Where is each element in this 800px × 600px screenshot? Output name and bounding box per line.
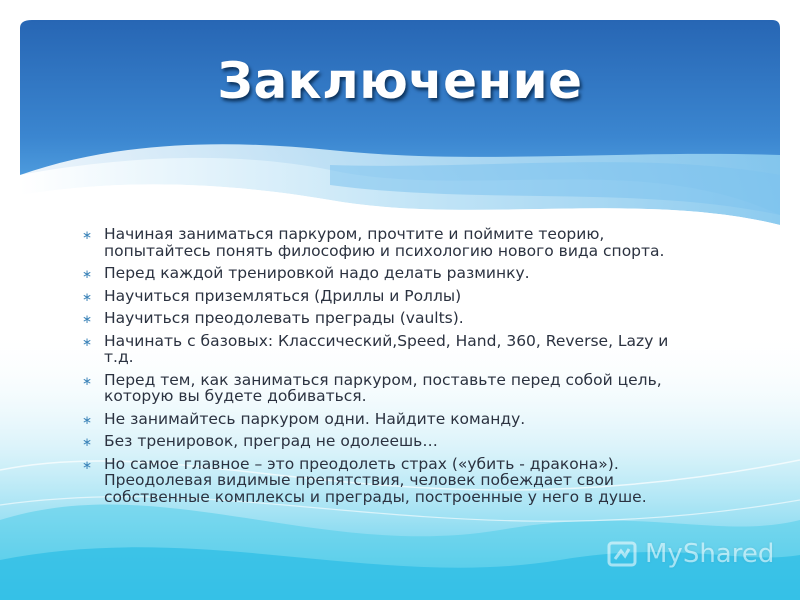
bullet-text: Начинать с базовых: Классический,Speed, Hand, 360, Reverse, Lazy и т.д. bbox=[104, 331, 669, 366]
bullet-icon: ∗ bbox=[82, 289, 93, 304]
watermark bbox=[605, 535, 785, 575]
bullet-text: Без тренировок, преград не одолеешь… bbox=[104, 432, 438, 450]
bullet-icon: ∗ bbox=[82, 412, 93, 427]
bullet-item bbox=[78, 372, 698, 405]
bullet-item bbox=[78, 411, 698, 428]
bullet-icon: ∗ bbox=[82, 435, 93, 449]
slide-title: Заключение bbox=[217, 52, 583, 110]
bullet-icon: ∗ bbox=[82, 312, 93, 326]
bullet-item bbox=[78, 226, 698, 259]
bullet-item bbox=[78, 288, 698, 305]
bullet-item bbox=[78, 333, 698, 366]
bullet-text: Перед тем, как заниматься паркуром, поставьте перед собой цель, которую вы будете добиваться. bbox=[104, 370, 662, 405]
bullet-text: Научиться приземляться (Дриллы и Роллы) bbox=[104, 286, 462, 305]
bullet-text: Начиная заниматься паркуром, прочтите и поймите теорию, попытайтесь понять философию и психологию нового вида спорта. bbox=[104, 225, 665, 260]
bullet-item bbox=[78, 265, 698, 282]
bullet-icon: ∗ bbox=[82, 457, 93, 472]
bullet-icon: ∗ bbox=[82, 373, 93, 388]
bullet-icon: ∗ bbox=[82, 334, 93, 349]
bullet-icon: ∗ bbox=[82, 228, 93, 242]
watermark-logo-icon bbox=[605, 537, 641, 573]
bullet-text: Перед каждой тренировкой надо делать разминку. bbox=[104, 264, 530, 282]
bullet-item bbox=[78, 310, 698, 327]
bullet-text: Не занимайтесь паркуром одни. Найдите команду. bbox=[104, 409, 526, 428]
bullet-text: Научиться преодолевать преграды (vaults). bbox=[104, 309, 464, 327]
watermark-text: MyShared bbox=[645, 539, 775, 569]
bullet-item bbox=[78, 456, 698, 506]
bullet-list bbox=[78, 226, 698, 511]
bullet-icon: ∗ bbox=[82, 267, 93, 281]
bullet-text: Но самое главное – это преодолеть страх («убить - дракона»). Преодолевая видимые препятствия, человек побеждает свои собственные комплексы и преграды, построенные у него в душе. bbox=[104, 454, 647, 506]
bullet-item bbox=[78, 433, 698, 450]
